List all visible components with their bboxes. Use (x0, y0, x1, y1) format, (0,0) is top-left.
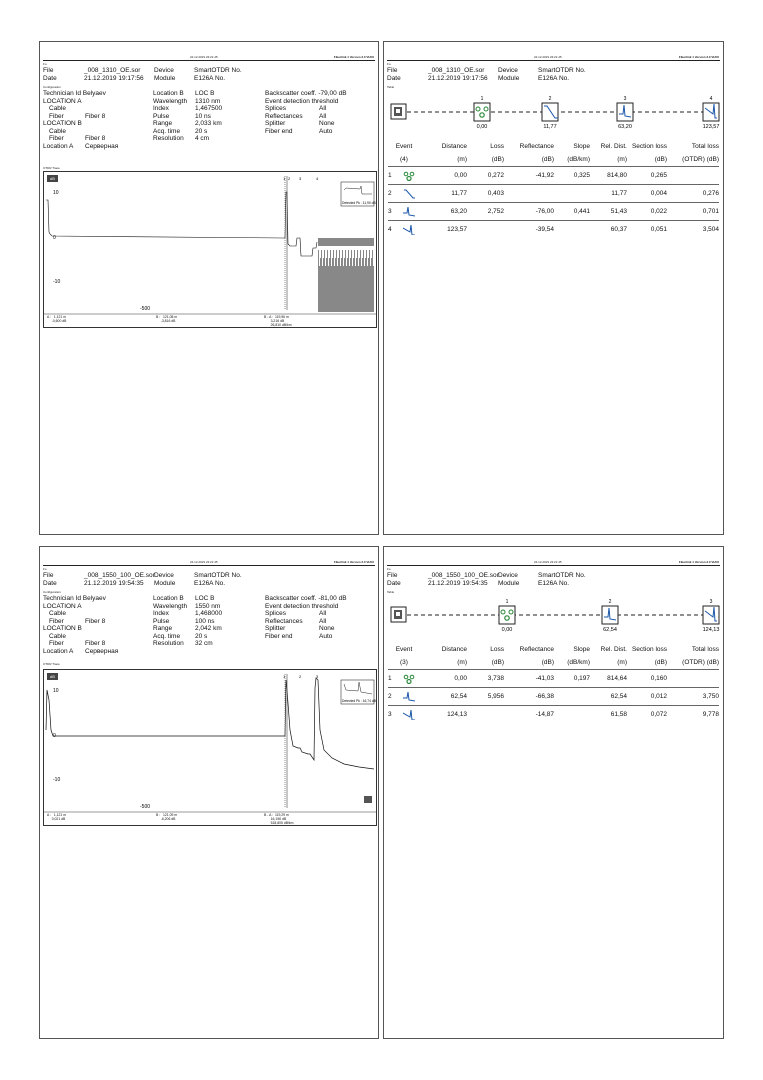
report-page-1310-table (383, 41, 724, 535)
db-unit-tag-label: dB (50, 176, 55, 181)
page-header-right: Fiberlink 1 Version 3.0 VIAVI (678, 55, 719, 59)
configuration-left: Technician Id Belyaev LOCATION A Cable Fiber Fiber 8 LOCATION B Cable Fiber Fiber 8 Location A Серверная (43, 90, 119, 150)
schematic-event-2-reflect-icon (602, 599, 618, 624)
otdr-origin-icon (391, 104, 406, 119)
schematic-dist-4: 123,57 (702, 124, 720, 130)
trace-event-marker-3: 3 (316, 674, 319, 679)
marker-ba-readout: B - A : 119,29 m 16,196 dB 518,805 dB/km (264, 813, 294, 825)
module-name: E126A No. (194, 74, 226, 82)
schematic-dist-3: 124,13 (702, 627, 720, 633)
report-page-1310-trace (39, 41, 379, 535)
file-name: _008_1310_OE.sor (428, 67, 485, 74)
schematic-event-3-end-icon (703, 599, 719, 624)
page-header-date: 22.12.2019 23:21:45 (190, 560, 218, 564)
device-name: SmartOTDR No. (538, 572, 586, 579)
link-schematic-1550 (387, 597, 720, 637)
otdr-origin-icon (391, 607, 406, 622)
event-row: 3 63,20 2,752 -76,00 0,441 51,43 0,022 0,701 (388, 203, 719, 221)
trace-event-marker-2: 2 (288, 176, 291, 181)
event-row: 2 11,77 0,403 11,77 0,004 0,276 (388, 185, 719, 203)
file-date: 21.12.2019 19:54:35 (84, 579, 144, 587)
page-header-date: 22.12.2019 23:21:45 (190, 55, 218, 59)
y-tick-0: 0 (53, 235, 56, 241)
configuration-left: Technician Id Belyaev LOCATION A Cable Fiber Fiber 8 LOCATION B Cable Fiber Fiber 8 Location A Серверная (43, 595, 119, 655)
schematic-event-3-reflect-icon (617, 96, 633, 121)
page-header-right: Fiberlink 1 Version 3.0 VIAVI (333, 55, 374, 59)
inset-peak-label: Detected Pk : 11,90 dB (342, 201, 376, 205)
file-date: 21.12.2019 19:54:35 (428, 579, 488, 587)
file-name: _008_1550_100_OE.sor (84, 572, 155, 579)
module-name: E126A No. (194, 579, 226, 587)
trace-line (46, 678, 374, 769)
otdr-trace-plot (44, 670, 376, 825)
file-section-label: Fo. (387, 62, 392, 66)
trace-noise-region (318, 238, 374, 312)
header-divider (43, 60, 375, 61)
file-info-block: File _008_1550_100_OE.sor Device SmartOTDR No. Date 21.12.2019 19:54:35 Module E126A No. (387, 572, 586, 587)
configuration-label: Configuration (43, 590, 61, 594)
page-header-right: Fiberlink 1 Version 3.0 VIAVI (678, 560, 719, 564)
zoom-icon[interactable] (364, 796, 372, 803)
event-row: 2 62,54 5,956 -66,38 62,54 0,012 3,750 (388, 688, 719, 706)
end-icon (403, 710, 415, 720)
schematic-event-1-connector-icon (499, 599, 515, 624)
file-info-block: File _008_1550_100_OE.sor Device SmartOTDR No. Date 21.12.2019 19:54:35 Module E126A No. (43, 572, 242, 587)
schematic-event-2-bend-icon (542, 96, 558, 121)
configuration-right: Backscatter coeff. -81,00 dB Event detection threshold Splices All Reflectances All Splitter None Fiber end Auto (265, 595, 347, 640)
y-tick-m10: -10 (53, 777, 61, 783)
marker-a-readout: A : 1,121 m -0,600 dB (47, 315, 67, 323)
svg-text:2: 2 (608, 599, 612, 605)
trace-section-label: OTDR Trace (43, 662, 60, 666)
svg-text:4: 4 (709, 96, 713, 102)
trace-line (46, 192, 317, 256)
marker-ba-readout: B - A : 119,96 m 3,216 dB 26,810 dB/km (264, 315, 292, 327)
module-name: E126A No. (538, 579, 570, 587)
db-unit-tag-label: dB (50, 674, 55, 679)
otdr-trace-chart-1310 (43, 171, 377, 328)
y-tick-10: 10 (53, 688, 59, 694)
schematic-dist-2: 11,77 (543, 124, 557, 130)
schematic-event-4-end-icon (703, 96, 719, 121)
configuration-right: Backscatter coeff. -79,00 dB Event detection threshold Splices All Reflectances All Splitter None Fiber end Auto (265, 90, 347, 135)
schematic-event-1-connector-icon (474, 96, 490, 121)
svg-text:3: 3 (709, 599, 713, 605)
schematic-dist-1: 0,00 (476, 124, 488, 130)
schematic-dist-1: 0,00 (501, 627, 513, 633)
event-row: 1 0,00 0,272 -41,92 0,325 814,80 0,265 (388, 167, 719, 185)
marker-b-readout: B : 121,09 m -6,206 dB (156, 813, 178, 821)
trace-event-marker-1: 1 (283, 674, 286, 679)
y-tick-0: 0 (53, 733, 56, 739)
event-row: 1 0,00 3,738 -41,03 0,197 814,64 0,160 (388, 670, 719, 688)
end-icon (403, 225, 415, 235)
svg-text:3: 3 (623, 96, 627, 102)
schematic-dist-3: 63,20 (618, 124, 632, 130)
inset-peak-label: Detected Pk : 16,74 dB (342, 699, 376, 703)
report-page-1550-trace (39, 546, 379, 1039)
event-table-1550: Event Distance Loss Reflectance Slope Rel. Dist. Section loss Total loss (3) (m) (dB) (dB) (dB/km) (m) (dB) (OTDR) (dB) 1 0,00 3,738 -41,03 0,197 814,64 0,160 2 62,54 5,956 -66,38 62,54 0,012 3,750 3 124,13 -14,87 61,58 0,072 9,778 (388, 643, 719, 723)
table-section-label: Table (387, 590, 395, 594)
svg-text:2: 2 (548, 96, 552, 102)
header-divider (43, 565, 375, 566)
event-row: 4 123,57 -39,54 60,37 0,051 3,504 (388, 221, 719, 239)
file-date: 21.12.2019 19:17:56 (428, 74, 488, 82)
marker-a-readout: A : 1,121 m 0,021 dB (47, 813, 67, 821)
header-divider (387, 60, 720, 61)
bend-icon (403, 189, 415, 199)
marker-b-readout: B : 121,08 m -3,816 dB (156, 315, 178, 323)
trace-event-marker-3: 3 (299, 176, 302, 181)
module-name: E126A No. (538, 74, 570, 82)
connector-icon (403, 674, 415, 684)
file-section-label: Fo. (43, 567, 48, 571)
trace-event-marker-1: 1 (283, 176, 286, 181)
y-tick-m10: -10 (53, 279, 61, 285)
page-header-right: Fiberlink 1 Version 3.0 VIAVI (333, 560, 374, 564)
trace-event-marker-2: 2 (299, 674, 302, 679)
file-section-label: Fo. (43, 62, 48, 66)
trace-section-label: OTDR Trace (43, 166, 60, 170)
file-info-block: File _008_1310_OE.sor Device SmartOTDR No. Date 21.12.2019 19:17:56 Module E126A No. (387, 67, 586, 82)
configuration-middle: Location B LOC B Wavelength 1550 nm Index 1,468000 Pulse 100 ns Range 2,042 km Acq. time 20 s Resolution 32 cm (153, 595, 223, 647)
otdr-trace-chart-1550 (43, 669, 377, 826)
file-date: 21.12.2019 19:17:56 (84, 74, 144, 82)
configuration-label: Configuration (43, 85, 61, 89)
file-name: _008_1310_OE.sor (84, 67, 141, 74)
x-tick-label: -500 (140, 306, 151, 312)
link-schematic-1310 (387, 94, 720, 134)
device-name: SmartOTDR No. (194, 67, 242, 74)
header-divider (387, 565, 720, 566)
page-header-date: 22.12.2019 23:21:45 (534, 55, 562, 59)
y-tick-10: 10 (53, 190, 59, 196)
reflect-icon (403, 692, 415, 702)
otdr-trace-plot (44, 172, 376, 327)
svg-text:1: 1 (505, 599, 509, 605)
report-page-1550-table (383, 546, 724, 1039)
reflect-icon (403, 207, 415, 217)
x-tick-label: -500 (140, 804, 151, 810)
file-section-label: Fo. (387, 567, 392, 571)
svg-text:1: 1 (480, 96, 484, 102)
table-section-label: Table (387, 85, 395, 89)
device-name: SmartOTDR No. (538, 67, 586, 74)
event-row: 3 124,13 -14,87 61,58 0,072 9,778 (388, 706, 719, 724)
event-table-1310: Event Distance Loss Reflectance Slope Rel. Dist. Section loss Total loss (4) (m) (dB) (dB) (dB/km) (m) (dB) (OTDR) (dB) 1 0,00 0,272 -41,92 0,325 814,80 0,265 2 11,77 0,403 11,77 0,004 0,276 3 63,20 2,752 -76,00 0,441 51,43 0,022 0,701 4 123,57 -39,54 60,37 0,051 3,504 (388, 140, 719, 238)
trace-event-marker-4: 4 (316, 176, 319, 181)
schematic-dist-2: 62,54 (603, 627, 617, 633)
file-info-block: File _008_1310_OE.sor Device SmartOTDR No. Date 21.12.2019 19:17:56 Module E126A No. (43, 67, 242, 82)
configuration-middle: Location B LOC B Wavelength 1310 nm Index 1,467500 Pulse 10 ns Range 2,033 km Acq. time 20 s Resolution 4 cm (153, 90, 223, 142)
device-name: SmartOTDR No. (194, 572, 242, 579)
page-header-date: 22.12.2019 23:21:45 (534, 560, 562, 564)
file-name: _008_1550_100_OE.sor (428, 572, 499, 579)
connector-icon (403, 171, 415, 181)
